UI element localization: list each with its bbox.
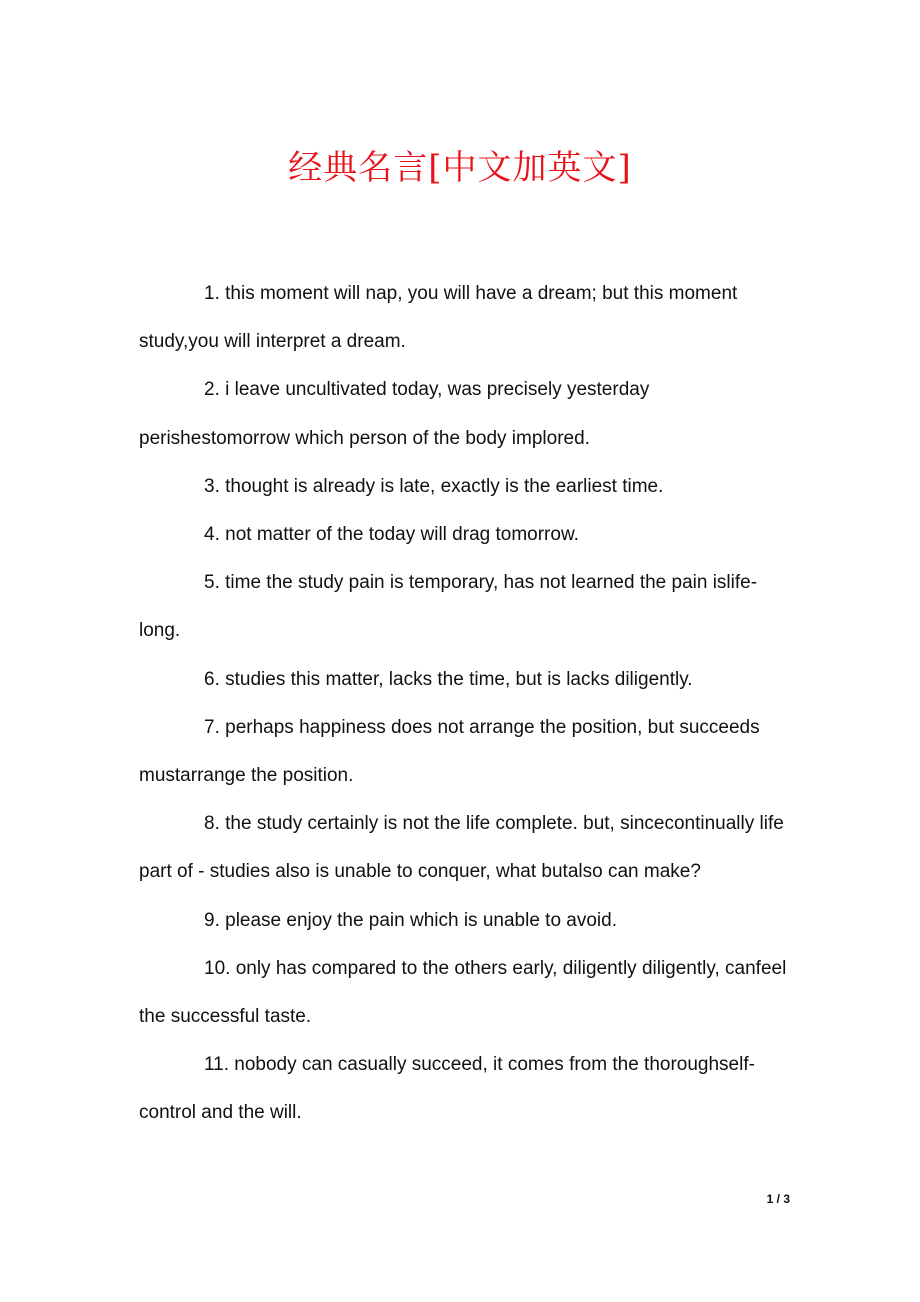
quote-11: 11. nobody can casually succeed, it comes from the thoroughself-control and the will. bbox=[139, 1054, 755, 1124]
quote-7: 7. perhaps happiness does not arrange the position, but succeeds mustarrange the position. bbox=[139, 716, 760, 787]
quote-8: 8. the study certainly is not the life complete. but, sincecontinually life part of - studies also is unable to conquer, what butalso can make? bbox=[139, 813, 784, 883]
quote-4: 4. not matter of the today will drag tomorrow. bbox=[204, 524, 579, 546]
quote-10: 10. only has compared to the others early, diligently diligently, canfeel the successful taste. bbox=[139, 957, 787, 1028]
page-number: 1 / 3 bbox=[766, 1192, 790, 1206]
quote-6: 6. studies this matter, lacks the time, but is lacks diligently. bbox=[204, 668, 693, 690]
quote-3: 3. thought is already is late, exactly is the earliest time. bbox=[204, 475, 664, 497]
quote-2: 2. i leave uncultivated today, was precisely yesterday perishestomorrow which person of the body implored. bbox=[139, 379, 650, 449]
quote-9: 9. please enjoy the pain which is unable to avoid. bbox=[204, 909, 617, 931]
quote-list bbox=[139, 270, 789, 1138]
quote-5: 5. time the study pain is temporary, has not learned the pain islife-long. bbox=[139, 572, 758, 642]
document-title: 经典名言[中文加英文] bbox=[288, 148, 632, 188]
quote-1: 1. this moment will nap, you will have a dream; but this moment study,you will interpret a dream. bbox=[139, 283, 738, 353]
